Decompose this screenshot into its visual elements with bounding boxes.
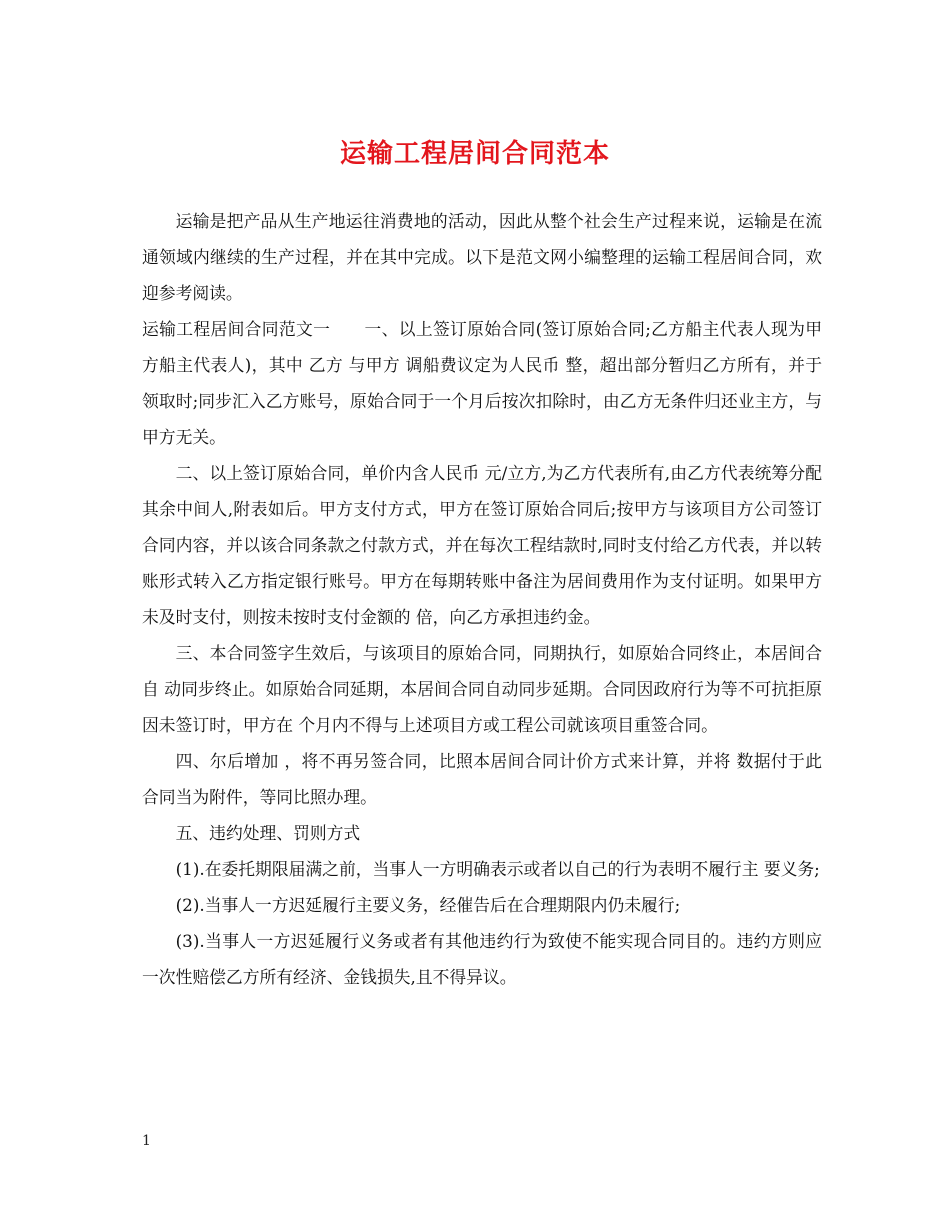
document-title: 运输工程居间合同范本 [339,139,610,169]
paragraph-item-1: (1).在委托期限届满之前，当事人一方明确表示或者以自己的行为表明不履行主 要义务; [175,859,820,879]
paragraph-item-3: (3).当事人一方迟延履行义务或者有其他违约行为致使不能实现合同目的。违约方则应一次性赔偿乙方所有经济、金钱损失,且不得异议。 [142,931,822,987]
paragraph-clause-2: 二、以上签订原始合同，单价内含人民币 元/立方,为乙方代表所有,由乙方代表统筹分配其余中间人,附表如后。甲方支付方式，甲方在签订原始合同后;按甲方与该项目方公司签订合同内容，并以该合同条款之付款方式，并在每次工程结款时,同时支付给乙方代表，并以转账形式转入乙方指定银行账号。甲方在每期转账中备注为居间费用作为支付证明。如果甲方未及时支付，则按未按时支付金额的 倍，向乙方承担违约金。 [142,463,822,627]
document-body [142,203,822,995]
page-number: 1 [142,1133,151,1149]
paragraph-clause-4: 四、尔后增加 ，将不再另签合同，比照本居间合同计价方式来计算，并将 数据付于此 合同当为附件，等同比照办理。 [142,751,822,807]
paragraph-item-2: (2).当事人一方迟延履行主要义务，经催告后在合理期限内仍未履行; [175,895,681,915]
paragraph-clause-1: 运输工程居间合同范文一 一、以上签订原始合同(签订原始合同;乙方船主代表人现为甲方船主代表人)，其中 乙方 与甲方 调船费议定为人民币 整，超出部分暂归乙方所有，并于领取时;同步汇入乙方账号，原始合同于一个月后按次扣除时，由乙方无条件归还业主方，与甲方无关。 [142,319,822,447]
paragraph-clause-3: 三、本合同签字生效后，与该项目的原始合同，同期执行，如原始合同终止，本居间合自 动同步终止。如原始合同延期，本居间合同自动同步延期。合同因政府行为等不可抗拒原因未签订时，甲方在 个月内不得与上述项目方或工程公司就该项目重签合同。 [142,643,822,735]
paragraph-intro: 运输是把产品从生产地运往消费地的活动，因此从整个社会生产过程来说，运输是在流通领域内继续的生产过程，并在其中完成。以下是范文网小编整理的运输工程居间合同，欢迎参考阅读。 [142,211,822,303]
paragraph-clause-5-heading: 五、违约处理、罚则方式 [175,823,361,843]
